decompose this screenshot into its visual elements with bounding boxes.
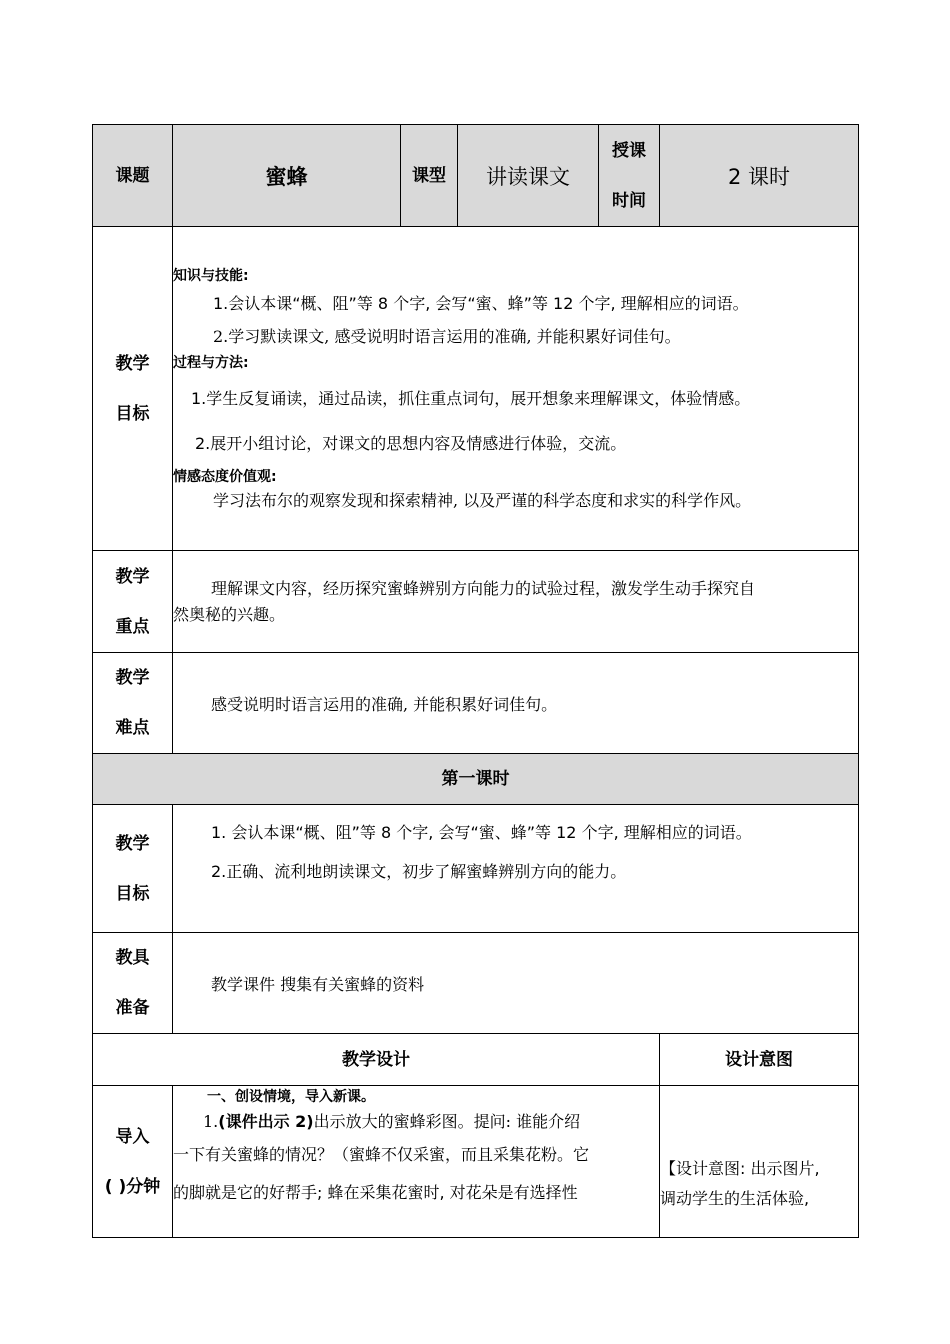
tools-label-line2: 准备 xyxy=(115,998,150,1018)
difficulty-label-line2: 难点 xyxy=(115,718,150,738)
time-label xyxy=(599,125,660,227)
intro-line-3: 的脚就是它的好帮手; 蜂在采集花蜜时, 对花朵是有选择性 xyxy=(173,1183,578,1202)
design-header-row xyxy=(93,1034,859,1086)
time-value: 2 课时 xyxy=(660,125,859,227)
intro-line-2-question: 一下有关蜜蜂的情况？（ xyxy=(173,1145,350,1164)
emotion-title: 情感态度价值观: xyxy=(173,468,277,485)
time-label-line2: 时间 xyxy=(612,190,646,211)
difficulty-text: 感受说明时语言运用的准确, 并能积累好词佳句。 xyxy=(211,694,558,714)
focus-row xyxy=(93,551,859,653)
intro-intent xyxy=(660,1086,859,1238)
goals-label xyxy=(93,227,173,551)
tools-content xyxy=(173,933,859,1034)
lesson1-goal-2: 2.正确、流利地朗读课文，初步了解蜜蜂辨别方向的能力。 xyxy=(211,862,627,881)
topic-value: 蜜蜂 xyxy=(173,125,401,227)
intro-line-2 xyxy=(173,1136,659,1174)
lesson1-goals-label-line2: 目标 xyxy=(115,883,150,904)
goals-label-line1: 教学 xyxy=(115,353,150,374)
lesson1-goals-content xyxy=(173,805,859,933)
type-value: 讲读课文 xyxy=(458,125,599,227)
focus-label-line2: 重点 xyxy=(115,616,150,637)
intro-row xyxy=(93,1086,859,1238)
process-title: 过程与方法: xyxy=(173,354,249,371)
intro-label xyxy=(93,1086,173,1238)
difficulty-row xyxy=(93,653,859,754)
type-label: 课型 xyxy=(401,125,458,227)
intent-line-2: 调动学生的生活体验, xyxy=(660,1189,810,1208)
focus-line-1: 理解课文内容，经历探究蜜蜂辨别方向能力的试验过程，激发学生动手探究自 xyxy=(211,579,756,598)
focus-content xyxy=(173,551,859,653)
difficulty-label-line1: 教学 xyxy=(115,668,150,688)
focus-label-line1: 教学 xyxy=(115,566,150,587)
knowledge-item-2: 2.学习默读课文, 感受说明时语言运用的准确, 并能积累好词佳句。 xyxy=(213,326,681,346)
lesson1-goals-label-line1: 教学 xyxy=(115,833,150,854)
lesson1-title-row xyxy=(93,754,859,805)
intro-line-1 xyxy=(173,1108,659,1136)
lesson-plan-table xyxy=(92,124,859,1238)
lesson1-goals-row xyxy=(93,805,859,933)
goals-label-line2: 目标 xyxy=(115,403,150,424)
focus-label xyxy=(93,551,173,653)
process-item-1: 1.学生反复诵读，通过品读，抓住重点词句，展开想象来理解课文，体验情感。 xyxy=(191,388,751,408)
lesson-plan-sheet xyxy=(92,124,858,1238)
tools-row xyxy=(93,933,859,1034)
intro-line-1-num: 1. xyxy=(203,1112,219,1131)
intent-header: 设计意图 xyxy=(660,1034,859,1086)
intent-line-1: 【设计意图: 出示图片, xyxy=(660,1159,820,1178)
knowledge-item-1: 1.会认本课“概、阻”等 8 个字, 会写“蜜、蜂”等 12 个字, 理解相应的词语。 xyxy=(213,293,749,313)
intro-step-title: 一、创设情境，导入新课。 xyxy=(207,1089,375,1105)
difficulty-label xyxy=(93,653,173,754)
emotion-item-1: 学习法布尔的观察发现和探索精神, 以及严谨的科学态度和求实的科学作风。 xyxy=(213,490,752,510)
intro-content xyxy=(173,1086,660,1238)
lesson1-goals-label xyxy=(93,805,173,933)
process-item-2: 2.展开小组讨论，对课文的思想内容及情感进行体验，交流。 xyxy=(195,433,627,453)
intro-label-line2: ( )分钟 xyxy=(104,1176,161,1197)
intro-line-2-answer: 蜜蜂不仅采蜜，而且采集花粉。它 xyxy=(349,1145,590,1164)
tools-text: 教学课件 搜集有关蜜蜂的资料 xyxy=(211,974,425,994)
intro-line-1-text: 出示放大的蜜蜂彩图。提问: 谁能介绍 xyxy=(313,1112,581,1131)
focus-line-2: 然奥秘的兴趣。 xyxy=(173,605,286,624)
tools-label-line1: 教具 xyxy=(115,948,150,968)
difficulty-content xyxy=(173,653,859,754)
goals-row xyxy=(93,227,859,551)
lesson1-title: 第一课时 xyxy=(93,754,859,805)
tools-label xyxy=(93,933,173,1034)
intro-label-line1: 导入 xyxy=(115,1126,150,1147)
design-header: 教学设计 xyxy=(93,1034,660,1086)
topic-label: 课题 xyxy=(93,125,173,227)
time-label-line1: 授课 xyxy=(612,140,646,161)
knowledge-title: 知识与技能: xyxy=(173,267,249,284)
lesson1-goal-1: 1. 会认本课“概、阻”等 8 个字, 会写“蜜、蜂”等 12 个字, 理解相应的词语。 xyxy=(211,823,752,842)
goals-content xyxy=(173,227,859,551)
intro-line-1-slide: (课件出示 2) xyxy=(218,1112,314,1131)
header-row xyxy=(93,125,859,227)
